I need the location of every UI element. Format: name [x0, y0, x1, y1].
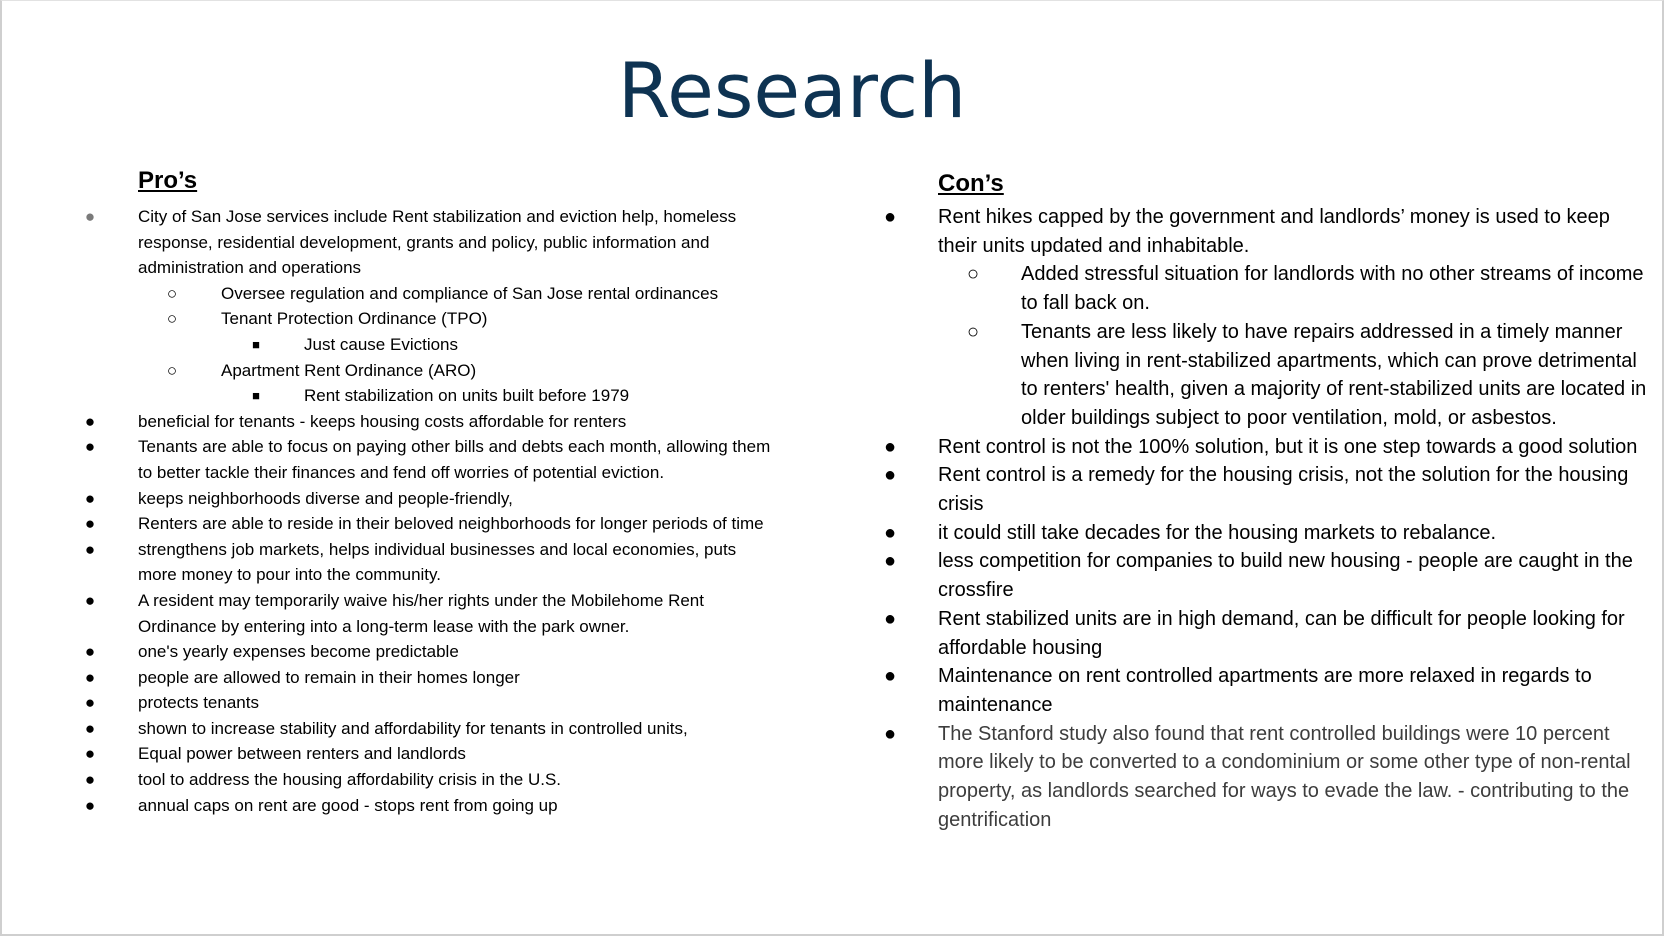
cons-item-text: Tenants are less likely to have repairs addressed in a timely manner when living in rent-stabilized apartments, which can prove detrimental to renters' health, given a majority of rent-stabilized units are located in older buildings subject to poor ventilation, mold, or asbestos. — [1021, 320, 1647, 429]
bullet-icon: ● — [84, 642, 96, 662]
bullet-icon: ● — [883, 521, 897, 544]
cons-item-text: less competition for companies to build new housing - people are caught in the crossfire — [938, 550, 1633, 602]
cons-list-item — [883, 519, 1648, 548]
pros-item-text: Oversee regulation and compliance of San Jose rental ordinances — [221, 283, 719, 303]
pros-item-text: one's yearly expenses become predictable — [138, 642, 459, 662]
cons-list-item — [883, 720, 1648, 835]
bullet-icon: ■ — [252, 388, 260, 404]
bullet-icon: ● — [883, 550, 897, 573]
pros-heading: Pro’s — [138, 167, 198, 194]
bullet-icon: ● — [84, 488, 96, 508]
cons-list-item — [966, 260, 1651, 317]
cons-list-item — [966, 318, 1651, 433]
pros-item-text: Equal power between renters and landlords — [138, 744, 466, 764]
pros-item-text: Renters are able to reside in their beloved neighborhoods for longer periods of time — [138, 514, 764, 534]
cons-list-item — [883, 605, 1648, 662]
cons-item-text: Maintenance on rent controlled apartments are more relaxed in regards to maintenance — [938, 665, 1592, 716]
bullet-icon: ● — [84, 718, 96, 738]
pros-item-text: people are allowed to remain in their homes longer — [138, 667, 520, 687]
bullet-icon: ● — [84, 437, 96, 457]
pros-item-text: A resident may temporarily waive his/her rights under the Mobilehome Rent Ordinance by entering into a long-term lease with the park owner. — [138, 590, 704, 636]
cons-heading: Con’s — [938, 170, 1004, 197]
pros-item-text: Tenants are able to focus on paying other bills and debts each month, allowing them to better tackle their finances and fend off worries of potential eviction. — [138, 437, 771, 482]
cons-list — [2, 203, 1651, 834]
bullet-icon: ● — [84, 744, 96, 764]
pros-item-text: City of San Jose services include Rent stabilization and eviction help, homeless response, residential development, grants and policy, public information and administration and operations — [138, 207, 737, 278]
pros-item-text: Rent stabilization on units built before 1979 — [304, 386, 630, 406]
pros-item-text: protects tenants — [138, 693, 259, 713]
bullet-icon: ● — [883, 665, 897, 688]
cons-list-item — [883, 662, 1648, 719]
bullet-icon: ● — [84, 207, 96, 226]
cons-item-text: The Stanford study also found that rent controlled buildings were 10 percent more likely to be converted to a condominium or some other type of non-rental property, as landlords searched for ways to evade the law. - contributing to the gentrification — [938, 722, 1631, 831]
cons-list-item — [883, 203, 1648, 260]
pros-item-text: Just cause Evictions — [304, 334, 459, 354]
bullet-icon: ● — [84, 795, 96, 815]
cons-item-text: Rent stabilized units are in high demand, can be difficult for people looking for affordable housing — [938, 607, 1625, 659]
cons-item-text: Added stressful situation for landlords with no other streams of income to fall back on. — [1021, 263, 1644, 315]
bullet-icon: ● — [84, 693, 96, 713]
cons-item-text: Rent hikes capped by the government and landlords’ money is used to keep their units updated and inhabitable. — [938, 206, 1610, 257]
bullet-icon: ● — [84, 539, 96, 559]
bullet-icon: ○ — [166, 283, 178, 303]
cons-item-text: Rent control is not the 100% solution, but it is one step towards a good solution — [938, 435, 1638, 458]
slide-title: Research — [617, 46, 967, 135]
bullet-icon: ● — [883, 435, 897, 458]
bullet-icon: ● — [883, 722, 897, 745]
bullet-icon: ● — [883, 464, 897, 487]
cons-item-text: it could still take decades for the housing markets to rebalance. — [938, 521, 1497, 544]
cons-list-item — [883, 433, 1648, 462]
bullet-icon: ○ — [166, 309, 178, 329]
pros-item-text: strengthens job markets, helps individual businesses and local economies, puts more money to pour into the community. — [138, 539, 737, 585]
bullet-icon: ● — [84, 667, 96, 687]
bullet-icon: ● — [84, 514, 96, 534]
pros-item-text: Apartment Rent Ordinance (ARO) — [221, 360, 477, 380]
cons-list-item — [883, 461, 1648, 518]
pros-item-text: keeps neighborhoods diverse and people-friendly, — [138, 488, 513, 508]
bullet-icon: ■ — [252, 336, 260, 352]
bullet-icon: ● — [883, 607, 897, 630]
pros-item-text: beneficial for tenants - keeps housing costs affordable for renters — [138, 411, 627, 431]
pros-item-text: annual caps on rent are good - stops rent from going up — [138, 795, 558, 815]
bullet-icon: ● — [84, 590, 96, 610]
bullet-icon: ○ — [166, 360, 178, 380]
bullet-icon: ● — [84, 411, 96, 431]
bullet-icon: ● — [883, 206, 897, 228]
cons-list-item — [883, 547, 1648, 604]
bullet-icon: ○ — [966, 320, 980, 343]
pros-item-text: Tenant Protection Ordinance (TPO) — [221, 309, 488, 329]
pros-item-text: shown to increase stability and affordability for tenants in controlled units, — [138, 718, 688, 738]
pros-item-text: tool to address the housing affordability crisis in the U.S. — [138, 770, 562, 790]
bullet-icon: ● — [84, 770, 96, 790]
bullet-icon: ○ — [966, 263, 980, 286]
cons-item-text: Rent control is a remedy for the housing crisis, not the solution for the housing crisis — [938, 464, 1629, 516]
